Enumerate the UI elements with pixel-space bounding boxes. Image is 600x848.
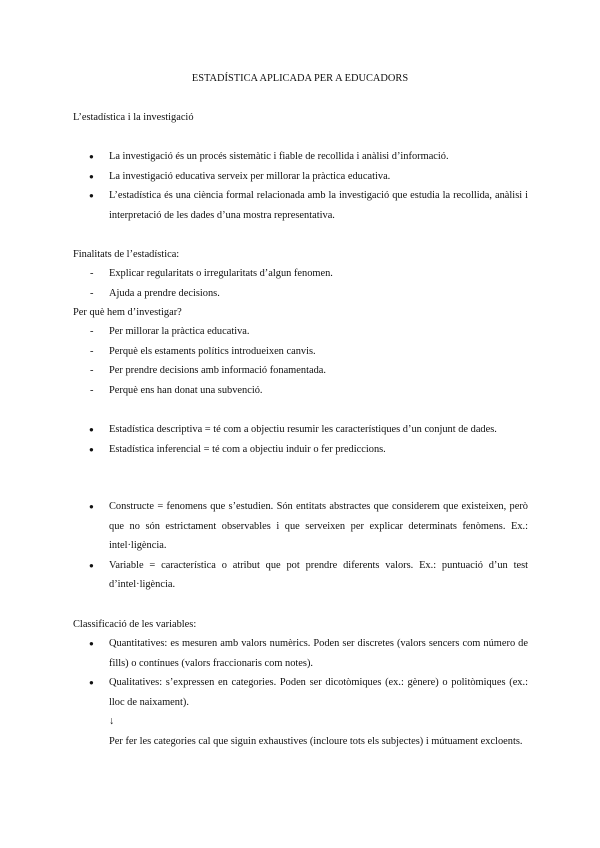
classificacio-note: Per fer les categories cal que siguin exhaustives (incloure tots els subjectes) i mútuament excloents.: [109, 735, 523, 747]
document-title: ESTADÍSTICA APLICADA PER A EDUCADORS: [191, 73, 409, 84]
list-item: ● La investigació és un procés sistemàtic i fiable de recollida i anàlisi d’informació.: [73, 147, 528, 167]
bullet-list-constructe: [73, 497, 528, 595]
list-item: - Perquè els estaments polítics introdueixen canvis.: [73, 342, 528, 362]
list-item: ● La investigació educativa serveix per millorar la pràctica educativa.: [73, 167, 528, 187]
list-item: ● L’estadística és una ciència formal relacionada amb la investigació que estudia la recollida, anàlisi i interpretació de les dades d’una mostra representativa.: [73, 186, 528, 225]
list-item: ● Estadística descriptiva = té com a objectiu resumir les característiques d’un conjunt de dades.: [73, 420, 528, 440]
bullet-list-investigacio: [73, 147, 528, 225]
bullet-list-estadistica: [73, 420, 528, 459]
list-item: ● Estadística inferencial = té com a objectiu induir o fer prediccions.: [73, 440, 528, 460]
section-heading-finalitats: Finalitats de l’estadística:: [73, 249, 180, 260]
list-item: ● Quantitatives: es mesuren amb valors numèrics. Poden ser discretes (valors sencers com número de fills) o contínues (valors fraccionaris com notes).: [73, 634, 528, 673]
list-item: - Per prendre decisions amb informació fonamentada.: [73, 361, 528, 381]
list-item: - Perquè ens han donat una subvenció.: [73, 381, 528, 401]
list-item: ● Constructe = fenomens que s’estudien. Són entitats abstractes que considerem que existeixen, però que no són estrictament observables i que serveixen per explicar determinats fenòmens. Ex.: intel·ligència.: [73, 497, 528, 556]
dash-list-investigar: [73, 322, 528, 400]
section-heading-investigacio: L’estadística i la investigació: [73, 112, 194, 123]
bullet-list-classificacio: [73, 634, 528, 751]
arrow-down-icon: ↓: [109, 716, 115, 727]
list-item: - Per millorar la pràctica educativa.: [73, 322, 528, 342]
list-item: ● Variable = característica o atribut que pot prendre diferents valors. Ex.: puntuació d’un test d’intel·ligència.: [73, 556, 528, 595]
section-heading-classificacio: Classificació de les variables:: [73, 619, 197, 630]
list-item: - Ajuda a prendre decisions.: [73, 284, 528, 304]
list-item: - Explicar regularitats o irregularitats d’algun fenomen.: [73, 264, 528, 284]
section-heading-investigar: Per què hem d’investigar?: [73, 307, 182, 318]
dash-list-finalitats: [73, 264, 528, 303]
list-item: ● Qualitatives: s’expressen en categories. Poden ser dicotòmiques (ex.: gènere) o politòmiques (ex.: lloc de naixament).: [73, 673, 528, 712]
